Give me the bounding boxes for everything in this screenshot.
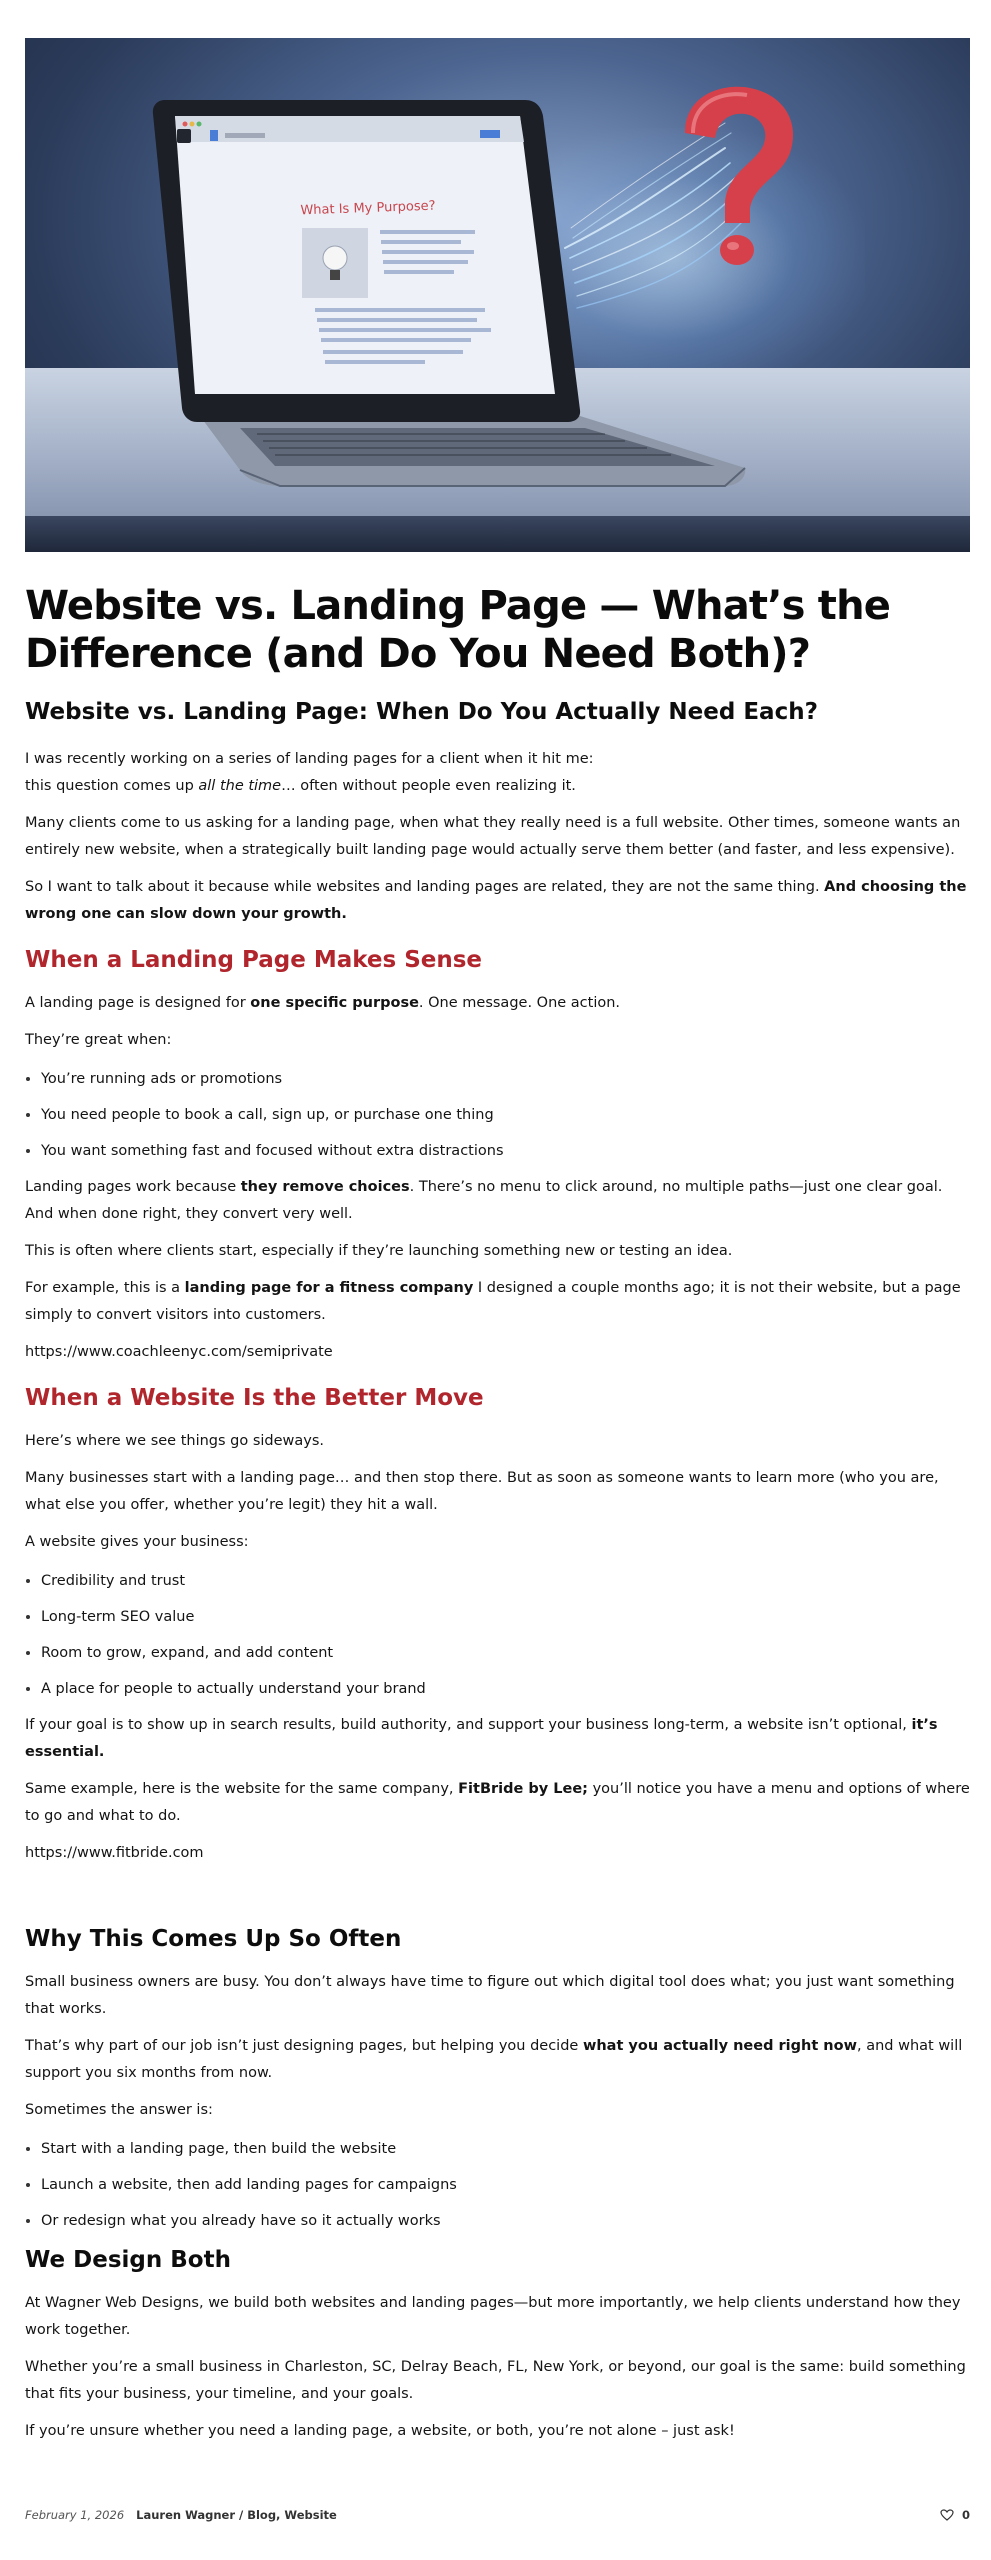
both-paragraph-1: At Wagner Web Designs, we build both websites and landing pages—but more importantly, we help clients understand how they work together.: [25, 2295, 961, 2338]
intro-paragraph-1: [25, 746, 970, 800]
list-item: • You’re running ads or promotions: [41, 1066, 970, 1093]
hero-screen-heading: What Is My Purpose?: [300, 198, 436, 219]
both-paragraph-3: If you’re unsure whether you need a landing page, a website, or both, you’re not alone – just ask!: [25, 2423, 735, 2439]
landing-paragraph-2: They’re great when:: [25, 1032, 172, 1048]
like-button[interactable]: [940, 2508, 970, 2522]
intro-line-1: I was recently working on a series of landing pages for a client when it hit me:: [25, 751, 594, 767]
list-item: • Or redesign what you already have so it actually works: [41, 2208, 970, 2235]
question-mark-graphic: [685, 87, 793, 265]
heading-landing-page: When a Landing Page Makes Sense: [25, 947, 483, 973]
website-p5-a: Same example, here is the website for the same company,: [25, 1781, 459, 1797]
post-title: Website vs. Landing Page — What’s the Difference (and Do You Need Both)?: [25, 583, 891, 677]
intro-p3-text: So I want to talk about it because while websites and landing pages are related, they are not the same thing.: [25, 879, 825, 895]
post-meta: [25, 2504, 970, 2526]
heading-why: Why This Comes Up So Often: [25, 1926, 402, 1952]
list-item: • Room to grow, expand, and add content: [41, 1640, 970, 1667]
list-item: • Start with a landing page, then build the website: [41, 2136, 970, 2163]
website-paragraph-4: [25, 1712, 970, 1766]
landing-p1-b: . One message. One action.: [418, 995, 621, 1011]
website-p5-b: you’ll notice you have a menu and options of where to go and what to do.: [25, 1781, 970, 1824]
why-paragraph-1: Small business owners are busy. You don’t always have time to figure out which digital tool does what; you just want something that works.: [25, 1974, 955, 2017]
intro-paragraph-3: [25, 874, 970, 928]
intro-paragraph-2: Many clients come to us asking for a landing page, when what they really need is a full website. Other times, someone wants an entirely new website, when a strategically built landing page would actually serve them better (and faster, and less expensive).: [25, 815, 961, 858]
both-paragraph-2: Whether you’re a small business in Charleston, SC, Delray Beach, FL, New York, or beyond, our goal is the same: build something that fits your business, your timeline, and your goals.: [25, 2359, 966, 2402]
landing-p3-strong: they remove choices: [240, 1179, 410, 1195]
landing-p3-b: . There’s no menu to click around, no multiple paths—just one clear goal. And when done right, they convert very well.: [25, 1179, 943, 1222]
list-item: • Long-term SEO value: [41, 1604, 970, 1631]
landing-paragraph-3: [25, 1174, 970, 1228]
list-item: • A place for people to actually understand your brand: [41, 1676, 970, 1703]
website-p4-a: If your goal is to show up in search results, build authority, and support your business long-term, a website isn’t optional,: [25, 1717, 912, 1733]
post-author-categories[interactable]: Lauren Wagner / Blog, Website: [136, 2508, 337, 2522]
list-item: • Launch a website, then add landing pages for campaigns: [41, 2172, 970, 2199]
like-count: 0: [961, 2508, 970, 2522]
light-streams: [565, 123, 741, 308]
intro-line-2-emphasis: all the time: [198, 778, 282, 794]
landing-p3-a: Landing pages work because: [25, 1179, 241, 1195]
website-p4-strong: it’s essential.: [25, 1717, 938, 1760]
why-paragraph-3: Sometimes the answer is:: [25, 2102, 213, 2118]
landing-p1-strong: one specific purpose: [250, 995, 419, 1011]
website-paragraph-3: A website gives your business:: [25, 1534, 249, 1550]
landing-paragraph-4: This is often where clients start, especially if they’re launching something new or testing an idea.: [25, 1243, 733, 1259]
post-subtitle: Website vs. Landing Page: When Do You Actually Need Each?: [25, 699, 818, 725]
why-p2-a: That’s why part of our job isn’t just designing pages, but helping you decide: [25, 2038, 583, 2054]
landing-paragraph-5: [25, 1275, 970, 1329]
laptop-illustration: [25, 38, 970, 552]
website-list: [25, 1568, 970, 1703]
website-example-link[interactable]: https://www.fitbride.com: [25, 1845, 204, 1861]
website-paragraph-1: Here’s where we see things go sideways.: [25, 1433, 325, 1449]
list-item: • Credibility and trust: [41, 1568, 970, 1595]
hero-image: [25, 38, 970, 552]
list-item: • You want something fast and focused without extra distractions: [41, 1138, 970, 1165]
heart-icon: [940, 2509, 954, 2521]
heading-website: When a Website Is the Better Move: [25, 1385, 484, 1411]
heading-we-design-both: We Design Both: [25, 2247, 231, 2273]
laptop: [153, 100, 745, 486]
landing-p5-b: I designed a couple months ago; it is not their website, but a page simply to convert visitors into customers.: [25, 1280, 961, 1323]
landing-list: [25, 1066, 970, 1165]
landing-example-link[interactable]: https://www.coachleenyc.com/semiprivate: [25, 1344, 333, 1360]
why-p2-strong: what you actually need right now: [582, 2038, 857, 2054]
why-p2-b: , and what will support you six months from now.: [25, 2038, 963, 2081]
why-paragraph-2: [25, 2033, 970, 2087]
intro-line-2b: … often without people even realizing it.: [281, 778, 576, 794]
intro-p3-strong: And choosing the wrong one can slow down your growth.: [25, 879, 967, 922]
landing-p5-a: For example, this is a: [25, 1280, 185, 1296]
website-p5-strong: FitBride by Lee;: [458, 1781, 588, 1797]
website-paragraph-5: [25, 1776, 970, 1830]
post-date[interactable]: February 1, 2026: [25, 2508, 125, 2522]
list-item: • You need people to book a call, sign up, or purchase one thing: [41, 1102, 970, 1129]
article: [25, 38, 970, 2445]
landing-paragraph-1: [25, 990, 970, 1017]
website-paragraph-2: Many businesses start with a landing page… and then stop there. But as soon as someone wants to learn more (who you are, what else you offer, whether you’re legit) they hit a wall.: [25, 1470, 939, 1513]
why-list: [25, 2136, 970, 2235]
landing-p1-a: A landing page is designed for: [25, 995, 251, 1011]
intro-line-2a: this question comes up: [25, 778, 199, 794]
landing-p5-strong: landing page for a fitness company: [184, 1280, 474, 1296]
